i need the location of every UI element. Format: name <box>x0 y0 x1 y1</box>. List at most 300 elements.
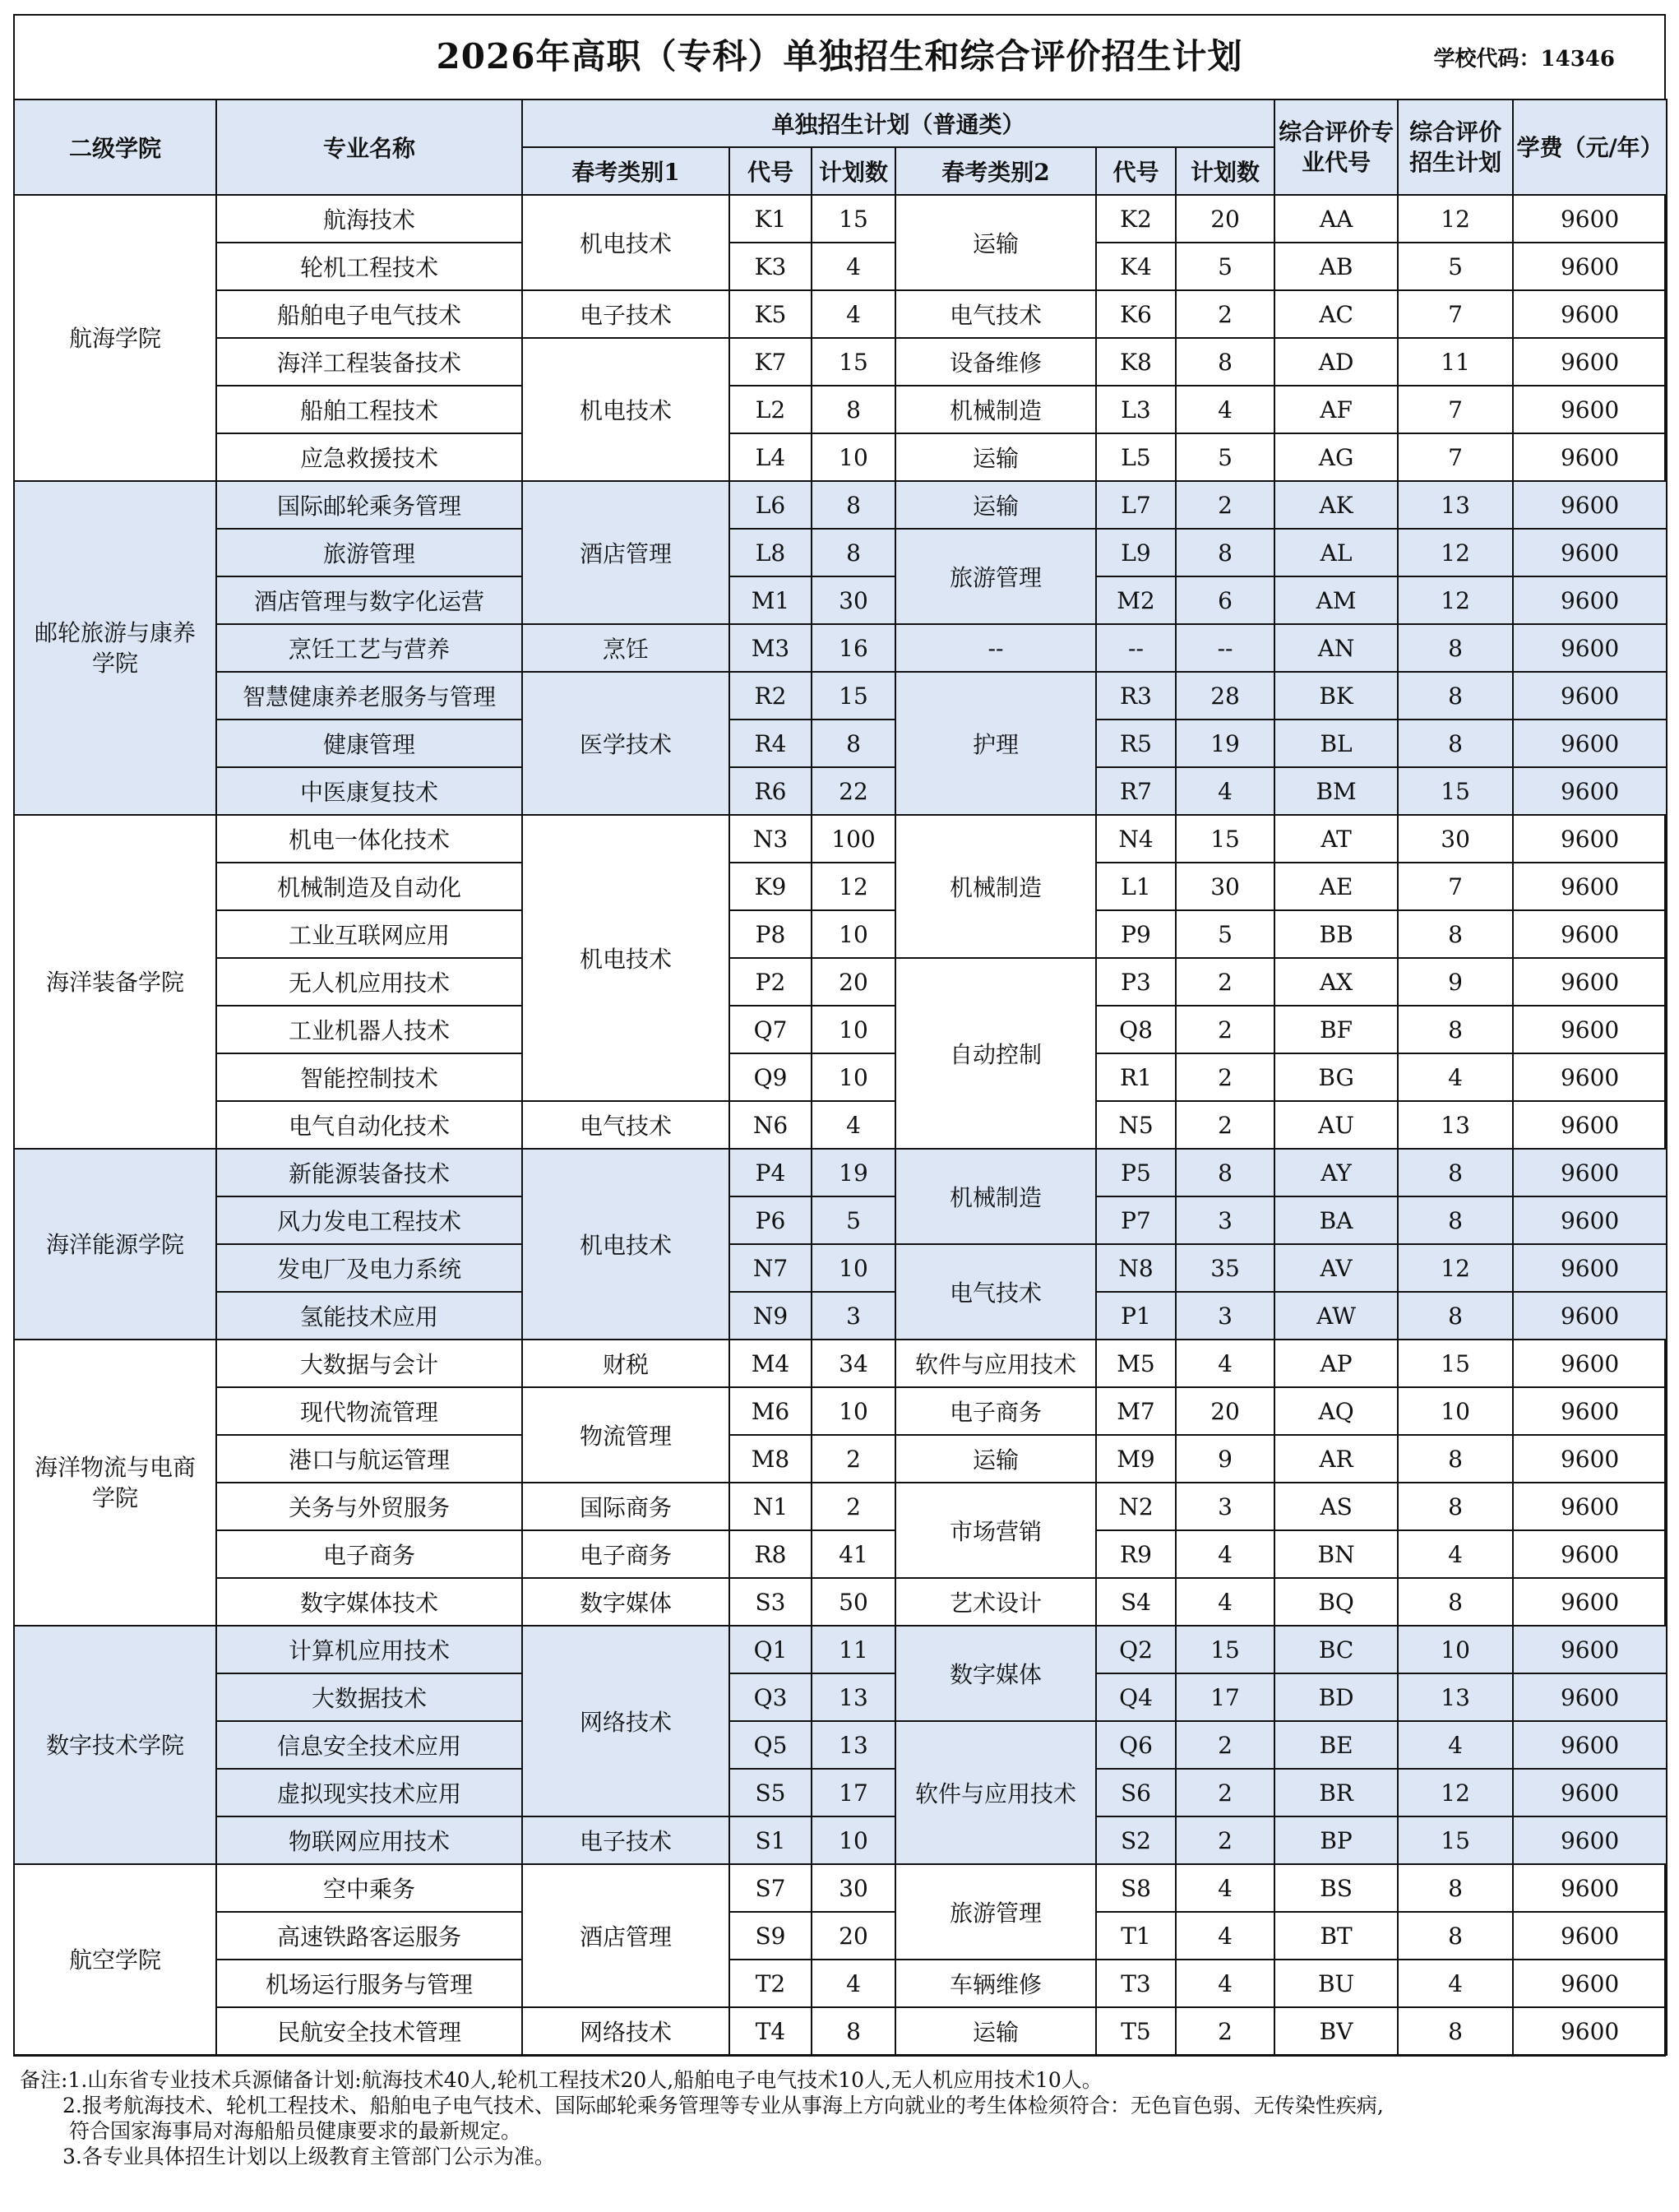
code2-cell: R3 <box>1096 672 1176 720</box>
cat1-cell: 酒店管理 <box>522 481 729 624</box>
plan2-cell: 3 <box>1176 1483 1274 1530</box>
table-row <box>14 1673 1667 1721</box>
fee-cell: 9600 <box>1513 1960 1667 2007</box>
code2-cell: N4 <box>1096 815 1176 863</box>
major-cell: 健康管理 <box>216 720 522 767</box>
code2-cell: K4 <box>1096 243 1176 290</box>
code1-cell: M3 <box>729 624 812 672</box>
cat2-cell: 数字媒体 <box>895 1626 1096 1721</box>
table-row <box>14 1006 1667 1053</box>
code2-cell: S8 <box>1096 1864 1176 1912</box>
code2-cell: T5 <box>1096 2007 1176 2055</box>
zh-plan-cell: 12 <box>1398 195 1513 243</box>
major-cell: 航海技术 <box>216 195 522 243</box>
cat1-cell: 电子技术 <box>522 290 729 338</box>
zh-plan-cell: 4 <box>1398 1721 1513 1769</box>
fee-cell: 9600 <box>1513 1912 1667 1960</box>
zh-code-cell: BU <box>1274 1960 1398 2007</box>
code2-cell: K8 <box>1096 338 1176 386</box>
plan2-cell: 15 <box>1176 1626 1274 1673</box>
code1-cell: N3 <box>729 815 812 863</box>
cat1-cell: 电气技术 <box>522 1101 729 1149</box>
zh-code-cell: AQ <box>1274 1387 1398 1435</box>
fee-cell: 9600 <box>1513 576 1667 624</box>
plan1-cell: 8 <box>812 481 895 529</box>
major-cell: 船舶电子电气技术 <box>216 290 522 338</box>
major-cell: 大数据与会计 <box>216 1340 522 1387</box>
header-fee: 学费（元/年） <box>1513 99 1667 195</box>
table-row <box>14 910 1667 958</box>
college-group <box>14 1340 1667 1626</box>
zh-code-cell: AW <box>1274 1292 1398 1340</box>
zh-code-cell: AP <box>1274 1340 1398 1387</box>
code1-cell: M8 <box>729 1435 812 1483</box>
table-row <box>14 1244 1667 1292</box>
major-cell: 机电一体化技术 <box>216 815 522 863</box>
plan2-cell: 2 <box>1176 1053 1274 1101</box>
zh-plan-cell: 13 <box>1398 1101 1513 1149</box>
cat1-cell: 网络技术 <box>522 2007 729 2055</box>
code1-cell: M1 <box>729 576 812 624</box>
cat2-cell: 艺术设计 <box>895 1578 1096 1626</box>
fee-cell: 9600 <box>1513 1816 1667 1864</box>
code2-cell: K2 <box>1096 195 1176 243</box>
code2-cell: Q2 <box>1096 1626 1176 1673</box>
plan2-cell: 4 <box>1176 1578 1274 1626</box>
table-row <box>14 1149 1667 1196</box>
code2-cell: M9 <box>1096 1435 1176 1483</box>
plan2-cell: 4 <box>1176 1340 1274 1387</box>
cat1-cell: 网络技术 <box>522 1626 729 1816</box>
zh-plan-cell: 8 <box>1398 1435 1513 1483</box>
plan2-cell: 5 <box>1176 910 1274 958</box>
plan2-cell: 4 <box>1176 767 1274 815</box>
plan2-cell: 2 <box>1176 1006 1274 1053</box>
note-3: 3.各专业具体招生计划以上级教育主管部门公示为准。 <box>62 2145 555 2168</box>
table-row <box>14 481 1667 529</box>
plan2-cell: 20 <box>1176 1387 1274 1435</box>
major-cell: 轮机工程技术 <box>216 243 522 290</box>
code1-cell: S9 <box>729 1912 812 1960</box>
table-row <box>14 1816 1667 1864</box>
table-row <box>14 195 1667 243</box>
zh-plan-cell: 8 <box>1398 1912 1513 1960</box>
note-2-cont: 符合国家海事局对海船船员健康要求的最新规定。 <box>69 2119 522 2143</box>
code1-cell: R8 <box>729 1530 812 1578</box>
major-cell: 智慧健康养老服务与管理 <box>216 672 522 720</box>
zh-code-cell: AB <box>1274 243 1398 290</box>
code2-cell: Q6 <box>1096 1721 1176 1769</box>
zh-code-cell: BV <box>1274 2007 1398 2055</box>
major-cell: 工业互联网应用 <box>216 910 522 958</box>
code1-cell: P8 <box>729 910 812 958</box>
notes <box>20 2067 1384 2169</box>
code1-cell: S7 <box>729 1864 812 1912</box>
plan1-cell: 8 <box>812 720 895 767</box>
zh-code-cell: BB <box>1274 910 1398 958</box>
code1-cell: K5 <box>729 290 812 338</box>
fee-cell: 9600 <box>1513 243 1667 290</box>
fee-cell: 9600 <box>1513 1721 1667 1769</box>
cat2-cell: 旅游管理 <box>895 1864 1096 1960</box>
code1-cell: M6 <box>729 1387 812 1435</box>
plan2-cell: 5 <box>1176 243 1274 290</box>
zh-code-cell: AV <box>1274 1244 1398 1292</box>
table-row <box>14 1960 1667 2007</box>
fee-cell: 9600 <box>1513 624 1667 672</box>
plan1-cell: 4 <box>812 1960 895 2007</box>
zh-code-cell: AE <box>1274 863 1398 910</box>
header-cat2: 春考类别2 <box>895 147 1096 195</box>
code2-cell: P1 <box>1096 1292 1176 1340</box>
table-row <box>14 1196 1667 1244</box>
plan2-cell: 9 <box>1176 1435 1274 1483</box>
zh-code-cell: AN <box>1274 624 1398 672</box>
plan1-cell: 10 <box>812 433 895 481</box>
code2-cell: P3 <box>1096 958 1176 1006</box>
fee-cell: 9600 <box>1513 1483 1667 1530</box>
zh-plan-cell: 5 <box>1398 243 1513 290</box>
plan2-cell: 4 <box>1176 1912 1274 1960</box>
code2-cell: Q8 <box>1096 1006 1176 1053</box>
zh-plan-cell: 7 <box>1398 863 1513 910</box>
plan2-cell: 2 <box>1176 1721 1274 1769</box>
header-major: 专业名称 <box>216 99 522 195</box>
cat1-cell: 数字媒体 <box>522 1578 729 1626</box>
fee-cell: 9600 <box>1513 2007 1667 2055</box>
code2-cell: R9 <box>1096 1530 1176 1578</box>
college-group <box>14 1149 1667 1340</box>
plan2-cell: 28 <box>1176 672 1274 720</box>
zh-plan-cell: 7 <box>1398 290 1513 338</box>
zh-code-cell: AX <box>1274 958 1398 1006</box>
major-cell: 旅游管理 <box>216 529 522 576</box>
code2-cell: S4 <box>1096 1578 1176 1626</box>
major-cell: 国际邮轮乘务管理 <box>216 481 522 529</box>
cat1-cell: 电子商务 <box>522 1530 729 1578</box>
code1-cell: N7 <box>729 1244 812 1292</box>
code2-cell: M7 <box>1096 1387 1176 1435</box>
zh-code-cell: BK <box>1274 672 1398 720</box>
zh-plan-cell: 4 <box>1398 1960 1513 2007</box>
major-cell: 机械制造及自动化 <box>216 863 522 910</box>
cat1-cell: 国际商务 <box>522 1483 729 1530</box>
plan1-cell: 5 <box>812 1196 895 1244</box>
major-cell: 信息安全技术应用 <box>216 1721 522 1769</box>
major-cell: 工业机器人技术 <box>216 1006 522 1053</box>
fee-cell: 9600 <box>1513 1196 1667 1244</box>
cat1-cell: 烹饪 <box>522 624 729 672</box>
fee-cell: 9600 <box>1513 910 1667 958</box>
fee-cell: 9600 <box>1513 958 1667 1006</box>
cat2-cell: 软件与应用技术 <box>895 1721 1096 1864</box>
cat1-cell: 财税 <box>522 1340 729 1387</box>
table-row <box>14 1340 1667 1387</box>
plan1-cell: 20 <box>812 1912 895 1960</box>
zh-code-cell: AS <box>1274 1483 1398 1530</box>
plan1-cell: 19 <box>812 1149 895 1196</box>
zh-code-cell: AG <box>1274 433 1398 481</box>
fee-cell: 9600 <box>1513 433 1667 481</box>
zh-plan-cell: 12 <box>1398 1769 1513 1816</box>
code2-cell: L5 <box>1096 433 1176 481</box>
school-code: 学校代码：14346 <box>1433 47 1615 72</box>
plan1-cell: 4 <box>812 1101 895 1149</box>
code1-cell: L6 <box>729 481 812 529</box>
code1-cell: S3 <box>729 1578 812 1626</box>
zh-plan-cell: 15 <box>1398 1816 1513 1864</box>
plan2-cell: 30 <box>1176 863 1274 910</box>
table-row <box>14 815 1667 863</box>
cat1-cell: 医学技术 <box>522 672 729 815</box>
code2-cell: L3 <box>1096 386 1176 433</box>
major-cell: 物联网应用技术 <box>216 1816 522 1864</box>
plan1-cell: 15 <box>812 195 895 243</box>
cat2-cell: 车辆维修 <box>895 1960 1096 2007</box>
code2-cell: P5 <box>1096 1149 1176 1196</box>
plan1-cell: 8 <box>812 386 895 433</box>
plan2-cell: 2 <box>1176 1816 1274 1864</box>
zh-code-cell: BR <box>1274 1769 1398 1816</box>
college-name-cell: 海洋物流与电商学院 <box>14 1340 216 1626</box>
code1-cell: L4 <box>729 433 812 481</box>
code2-cell: L1 <box>1096 863 1176 910</box>
major-cell: 智能控制技术 <box>216 1053 522 1101</box>
zh-plan-cell: 8 <box>1398 2007 1513 2055</box>
plan1-cell: 8 <box>812 2007 895 2055</box>
cat1-cell: 电子技术 <box>522 1816 729 1864</box>
plan2-cell: 4 <box>1176 1530 1274 1578</box>
code1-cell: M4 <box>729 1340 812 1387</box>
plan2-cell: 2 <box>1176 958 1274 1006</box>
major-cell: 烹饪工艺与营养 <box>216 624 522 672</box>
college-name-cell: 航空学院 <box>14 1864 216 2055</box>
plan2-cell: 2 <box>1176 1769 1274 1816</box>
plan1-cell: 100 <box>812 815 895 863</box>
plan1-cell: 12 <box>812 863 895 910</box>
cat2-cell: 电气技术 <box>895 1244 1096 1340</box>
code2-cell: R7 <box>1096 767 1176 815</box>
college-name-cell: 邮轮旅游与康养学院 <box>14 481 216 815</box>
zh-code-cell: AF <box>1274 386 1398 433</box>
table-row <box>14 529 1667 576</box>
major-cell: 发电厂及电力系统 <box>216 1244 522 1292</box>
plan1-cell: 20 <box>812 958 895 1006</box>
code2-cell: N8 <box>1096 1244 1176 1292</box>
zh-plan-cell: 11 <box>1398 338 1513 386</box>
code2-cell: P7 <box>1096 1196 1176 1244</box>
code1-cell: T4 <box>729 2007 812 2055</box>
code2-cell: R5 <box>1096 720 1176 767</box>
code2-cell: N2 <box>1096 1483 1176 1530</box>
cat2-cell: 运输 <box>895 481 1096 529</box>
plan1-cell: 10 <box>812 1006 895 1053</box>
code1-cell: Q7 <box>729 1006 812 1053</box>
zh-plan-cell: 15 <box>1398 767 1513 815</box>
header-college: 二级学院 <box>14 99 216 195</box>
table-row <box>14 290 1667 338</box>
table-row <box>14 386 1667 433</box>
college-name-cell: 海洋能源学院 <box>14 1149 216 1340</box>
zh-code-cell: BC <box>1274 1626 1398 1673</box>
zh-plan-cell: 4 <box>1398 1053 1513 1101</box>
code1-cell: Q9 <box>729 1053 812 1101</box>
zh-code-cell: BS <box>1274 1864 1398 1912</box>
table-row <box>14 1912 1667 1960</box>
header-plan1: 计划数 <box>812 147 895 195</box>
zh-plan-cell: 4 <box>1398 1530 1513 1578</box>
cat1-cell: 机电技术 <box>522 338 729 481</box>
fee-cell: 9600 <box>1513 1292 1667 1340</box>
code2-cell: P9 <box>1096 910 1176 958</box>
code2-cell: T1 <box>1096 1912 1176 1960</box>
zh-code-cell: AD <box>1274 338 1398 386</box>
plan2-cell: 6 <box>1176 576 1274 624</box>
code1-cell: Q5 <box>729 1721 812 1769</box>
major-cell: 电气自动化技术 <box>216 1101 522 1149</box>
table-row <box>14 576 1667 624</box>
code1-cell: P4 <box>729 1149 812 1196</box>
plan2-cell: 2 <box>1176 481 1274 529</box>
plan1-cell: 41 <box>812 1530 895 1578</box>
plan2-cell: 35 <box>1176 1244 1274 1292</box>
fee-cell: 9600 <box>1513 815 1667 863</box>
zh-plan-cell: 8 <box>1398 1578 1513 1626</box>
fee-cell: 9600 <box>1513 1244 1667 1292</box>
code2-cell: S6 <box>1096 1769 1176 1816</box>
code2-cell: K6 <box>1096 290 1176 338</box>
major-cell: 海洋工程装备技术 <box>216 338 522 386</box>
cat2-cell: 机械制造 <box>895 1149 1096 1244</box>
zh-plan-cell: 8 <box>1398 672 1513 720</box>
plan2-cell: 5 <box>1176 433 1274 481</box>
fee-cell: 9600 <box>1513 1673 1667 1721</box>
cat2-cell: 市场营销 <box>895 1483 1096 1578</box>
fee-cell: 9600 <box>1513 720 1667 767</box>
header-single-plan: 单独招生计划（普通类） <box>522 99 1274 147</box>
table-row <box>14 863 1667 910</box>
plan1-cell: 8 <box>812 529 895 576</box>
code1-cell: K9 <box>729 863 812 910</box>
college-group <box>14 481 1667 815</box>
cat2-cell: 电子商务 <box>895 1387 1096 1435</box>
header-plan2: 计划数 <box>1176 147 1274 195</box>
code1-cell: K7 <box>729 338 812 386</box>
zh-code-cell: AC <box>1274 290 1398 338</box>
table-row <box>14 2007 1667 2055</box>
zh-plan-cell: 9 <box>1398 958 1513 1006</box>
zh-plan-cell: 8 <box>1398 624 1513 672</box>
cat2-cell: 机械制造 <box>895 386 1096 433</box>
table-row <box>14 1626 1667 1673</box>
plan1-cell: 2 <box>812 1435 895 1483</box>
fee-cell: 9600 <box>1513 338 1667 386</box>
college-name-cell: 海洋装备学院 <box>14 815 216 1149</box>
plan2-cell: 8 <box>1176 338 1274 386</box>
table-row <box>14 1864 1667 1912</box>
cat1-cell: 机电技术 <box>522 195 729 290</box>
zh-code-cell: AU <box>1274 1101 1398 1149</box>
major-cell: 虚拟现实技术应用 <box>216 1769 522 1816</box>
title-row <box>13 14 1666 99</box>
cat1-cell: 酒店管理 <box>522 1864 729 2007</box>
plan1-cell: 50 <box>812 1578 895 1626</box>
code2-cell: S2 <box>1096 1816 1176 1864</box>
cat2-cell: 设备维修 <box>895 338 1096 386</box>
zh-code-cell: BN <box>1274 1530 1398 1578</box>
cat2-cell: 运输 <box>895 2007 1096 2055</box>
major-cell: 氢能技术应用 <box>216 1292 522 1340</box>
header-cat1: 春考类别1 <box>522 147 729 195</box>
cat2-cell: 自动控制 <box>895 958 1096 1149</box>
table-row <box>14 1578 1667 1626</box>
zh-code-cell: BT <box>1274 1912 1398 1960</box>
plan1-cell: 22 <box>812 767 895 815</box>
note-2: 2.报考航海技术、轮机工程技术、船舶电子电气技术、国际邮轮乘务管理等专业从事海上方向就业的考生体检须符合：无色盲色弱、无传染性疾病, <box>62 2094 1384 2117</box>
fee-cell: 9600 <box>1513 1387 1667 1435</box>
zh-code-cell: AR <box>1274 1435 1398 1483</box>
enrollment-plan-table <box>13 99 1667 2056</box>
table-row <box>14 1053 1667 1101</box>
zh-code-cell: AA <box>1274 195 1398 243</box>
zh-code-cell: BG <box>1274 1053 1398 1101</box>
zh-plan-cell: 8 <box>1398 1196 1513 1244</box>
plan1-cell: 10 <box>812 910 895 958</box>
table-row <box>14 1387 1667 1435</box>
table-row <box>14 1483 1667 1530</box>
zh-plan-cell: 10 <box>1398 1626 1513 1673</box>
code2-cell: M2 <box>1096 576 1176 624</box>
college-name-cell: 航海学院 <box>14 195 216 481</box>
zh-plan-cell: 8 <box>1398 1006 1513 1053</box>
zh-plan-cell: 8 <box>1398 720 1513 767</box>
college-group <box>14 815 1667 1149</box>
fee-cell: 9600 <box>1513 1006 1667 1053</box>
plan2-cell: 15 <box>1176 815 1274 863</box>
plan2-cell: 4 <box>1176 386 1274 433</box>
major-cell: 无人机应用技术 <box>216 958 522 1006</box>
zh-plan-cell: 12 <box>1398 529 1513 576</box>
major-cell: 应急救援技术 <box>216 433 522 481</box>
code1-cell: P6 <box>729 1196 812 1244</box>
zh-plan-cell: 7 <box>1398 433 1513 481</box>
major-cell: 船舶工程技术 <box>216 386 522 433</box>
plan1-cell: 4 <box>812 243 895 290</box>
plan1-cell: 30 <box>812 576 895 624</box>
code1-cell: K3 <box>729 243 812 290</box>
major-cell: 计算机应用技术 <box>216 1626 522 1673</box>
zh-plan-cell: 12 <box>1398 1244 1513 1292</box>
code2-cell: Q4 <box>1096 1673 1176 1721</box>
fee-cell: 9600 <box>1513 1769 1667 1816</box>
table-row <box>14 433 1667 481</box>
major-cell: 高速铁路客运服务 <box>216 1912 522 1960</box>
code1-cell: L8 <box>729 529 812 576</box>
plan1-cell: 10 <box>812 1244 895 1292</box>
table-row <box>14 672 1667 720</box>
fee-cell: 9600 <box>1513 1530 1667 1578</box>
plan1-cell: 17 <box>812 1769 895 1816</box>
cat2-cell: 运输 <box>895 433 1096 481</box>
plan2-cell: 20 <box>1176 195 1274 243</box>
header-zh-code: 综合评价专业代号 <box>1274 99 1398 195</box>
table-row <box>14 1721 1667 1769</box>
fee-cell: 9600 <box>1513 1435 1667 1483</box>
fee-cell: 9600 <box>1513 1340 1667 1387</box>
zh-plan-cell: 8 <box>1398 1149 1513 1196</box>
code1-cell: P2 <box>729 958 812 1006</box>
zh-plan-cell: 10 <box>1398 1387 1513 1435</box>
